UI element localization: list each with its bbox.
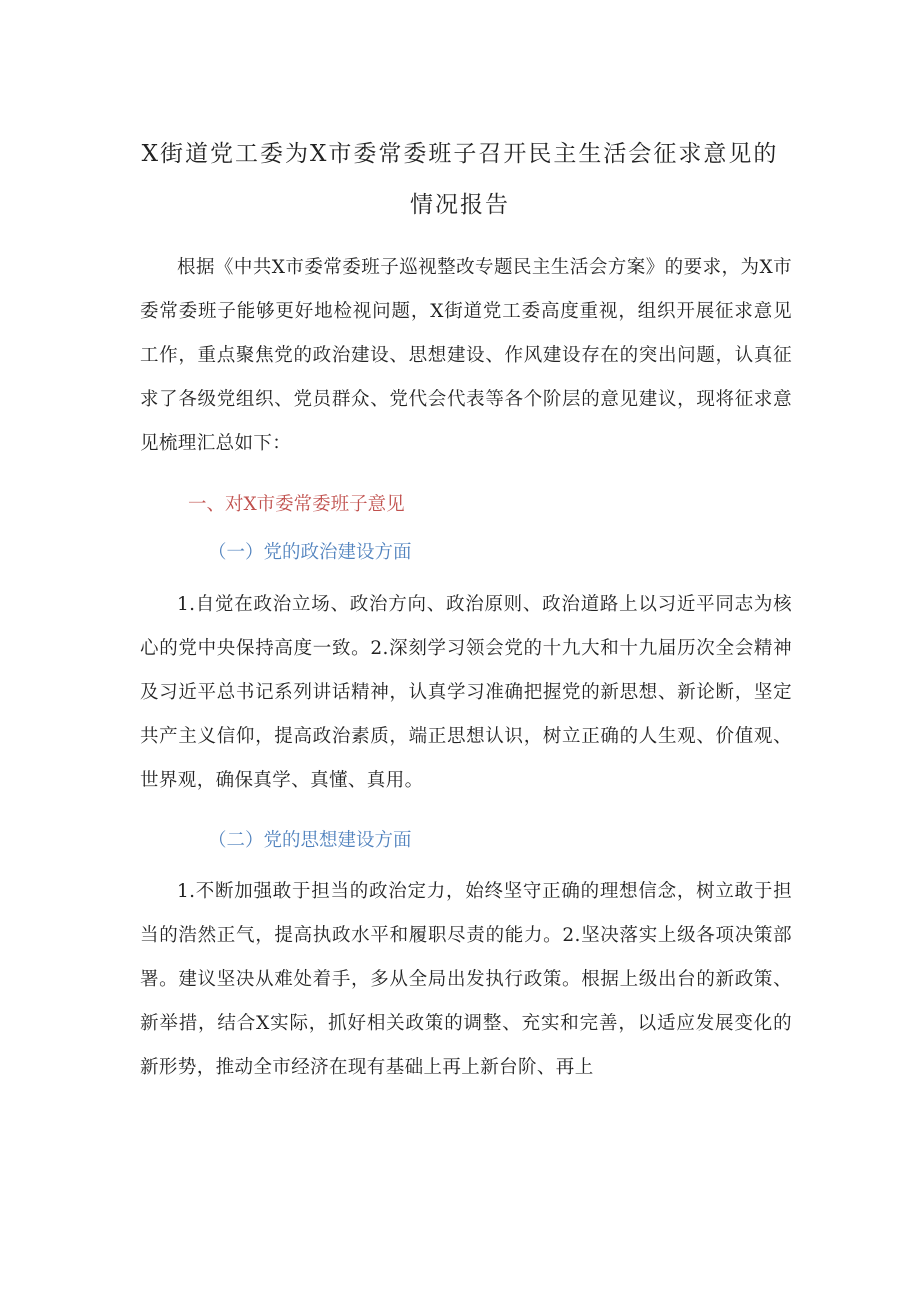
document-title-line1: X街道党工委为X市委常委班子召开民主生活会征求意见的 [141, 141, 779, 167]
political-building-paragraph: 1.自觉在政治立场、政治方向、政治原则、政治道路上以习近平同志为核心的党中央保持高度一致。2.深刻学习领会党的十九大和十九届历次全会精神及习近平总书记系列讲话精神，认真学习准确把握党的新思想、新论断，坚定共产主义信仰，提高政治素质，端正思想认识，树立正确的人生观、价值观、世界观，确保真学、真懂、真用。 [140, 594, 792, 791]
subsection-heading-ideological: （二）党的思想建设方面 [208, 830, 412, 851]
document-title-line2: 情况报告 [410, 192, 510, 218]
ideological-building-paragraph: 1.不断加强敢于担当的政治定力，始终坚守正确的理想信念，树立敢于担当的浩然正气，提高执政水平和履职尽责的能力。2.坚决落实上级各项决策部署。建议坚决从难处着手，多从全局出发执行政策。根据上级出台的新政策、新举措，结合X实际，抓好相关政策的调整、充实和完善，以适应发展变化的新形势，推动全市经济在现有基础上再上新台阶、再上 [140, 881, 792, 1078]
intro-paragraph: 根据《中共X市委常委班子巡视整改专题民主生活会方案》的要求，为X市委常委班子能够更好地检视问题，X街道党工委高度重视，组织开展征求意见工作，重点聚焦党的政治建设、思想建设、作风建设存在的突出问题，认真征求了各级党组织、党员群众、党代会代表等各个阶层的意见建议，现将征求意见梳理汇总如下： [140, 257, 792, 454]
subsection-heading-political: （一）党的政治建设方面 [208, 542, 412, 563]
section-heading-1: 一、对X市委常委班子意见 [188, 494, 405, 515]
